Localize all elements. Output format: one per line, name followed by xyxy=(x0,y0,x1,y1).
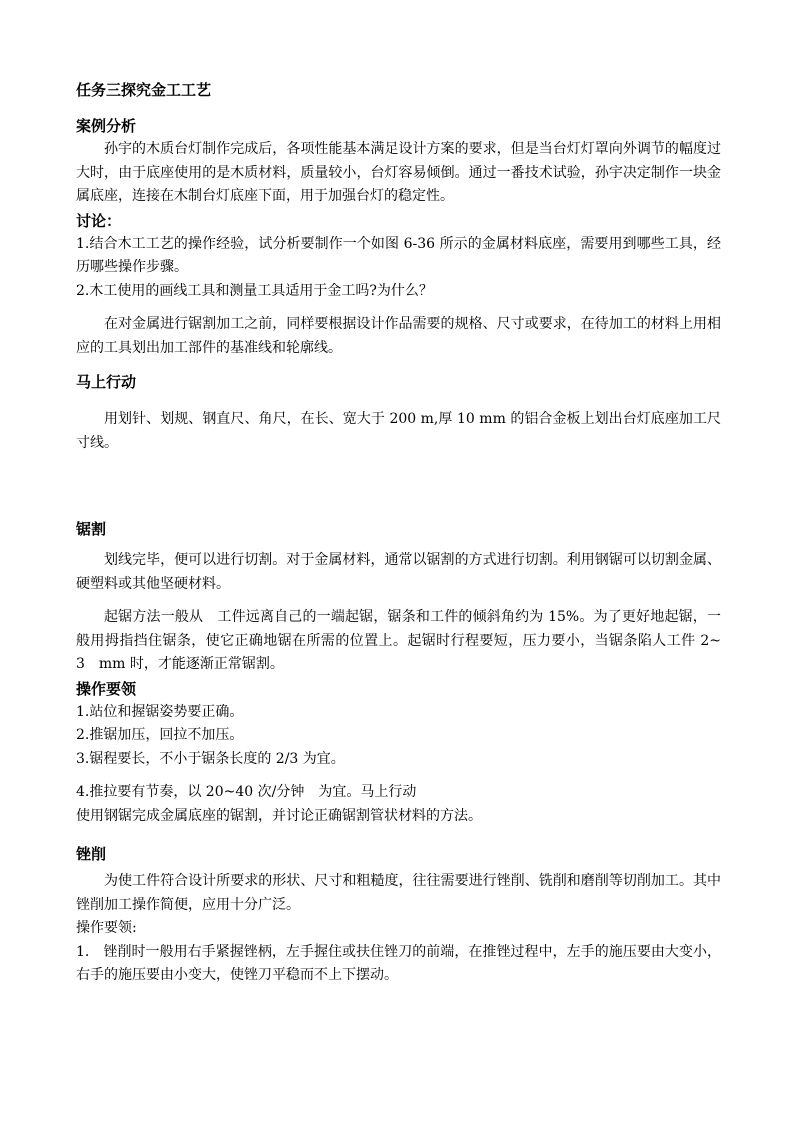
case-text: 孙宇的木质台灯制作完成后，各项性能基本满足设计方案的要求，但是当台灯灯罩向外调节的幅度过大时，由于底座使用的是木质材料，质量较小，台灯容易倾倒。通过一番技术试验，孙宇决定制作一块金属底座，连接在木制台灯底座下面，用于加强台灯的稳定性。 xyxy=(76,141,721,204)
filing-ops-label: 操作要领: xyxy=(76,920,137,936)
discussion-item-2: 2.木工使用的画线工具和测量工具适用于金工吗?为什么？ xyxy=(76,282,433,299)
discussion-heading: 讨论： xyxy=(76,211,122,230)
sawing-op-1: 1.站位和握锯姿势要正确。 xyxy=(76,703,244,720)
sawing-action-text: 使用钢锯完成金属底座的锯割，并讨论正确锯割管状材料的方法。 xyxy=(76,807,482,824)
sawing-op-3: 3.锯程要长，不小于锯条长度的 2/3 为宜。 xyxy=(76,750,345,767)
sawing-p2: 起锯方法一般从 工件远离自己的一端起锯，锯条和工件的倾斜角约为 15%。为了更好地起锯，一般用拇指挡住锯条，使它正确地锯在所需的位置上。起锯时行程要短，压力要小，当锯条陷人工件 2~ 3 mm 时，才能逐渐正常锯割。 xyxy=(76,609,735,672)
sawing-op-4: 4.推拉要有节奏，以 20~40 次/分钟 为宜。马上行动 xyxy=(76,784,417,800)
sawing-p1: 划线完毕，便可以进行切割。对于金属材料，通常以锯割的方式进行切割。利用钢锯可以切割金属、硬塑料或其他坚硬材料。 xyxy=(76,552,721,592)
filing-op-1: 1. 锉削时一般用右手紧握锉柄，左手握住或扶住锉刀的前端，在推锉过程中，左手的施压要由大变小，右手的施压要由小变大，使锉刀平稳而不上下摆动。 xyxy=(76,943,721,983)
task-title: 任务三探究金工工艺 xyxy=(76,81,212,99)
filing-text: 为使工件符合设计所要求的形状、尺寸和粗糙度，往往需要进行锉削、铣削和磨削等切削加工。其中锉削加工操作简便，应用十分广泛。 xyxy=(76,873,721,913)
sawing-op-2: 2.推锯加压，回拉不加压。 xyxy=(76,727,244,743)
filing-heading: 锉削 xyxy=(76,845,107,863)
case-heading: 案例分析 xyxy=(76,117,137,135)
discussion-item-1: 1.结合木工工艺的操作经验，试分析要制作一个如图 6-36 所示的金属材料底座，需要用到哪些工具，经历哪些操作步骤。 xyxy=(76,235,721,275)
sawing-ops-heading: 操作要领 xyxy=(76,679,137,698)
discussion-intro: 在对金属进行锯割加工之前，同样要根据设计作品需要的规格、尺寸或要求，在待加工的材料上用相应的工具划出加工部件的基准线和轮廓线。 xyxy=(76,316,721,356)
document-page xyxy=(76,78,735,988)
sawing-heading: 锯割 xyxy=(76,520,107,538)
action1-heading: 马上行动 xyxy=(76,373,137,391)
action1-text: 用划针、划规、钢直尺、角尺，在长、宽大于 200 m,厚 10 mm 的铝合金板上划出台灯底座加工尺寸线。 xyxy=(76,411,721,451)
